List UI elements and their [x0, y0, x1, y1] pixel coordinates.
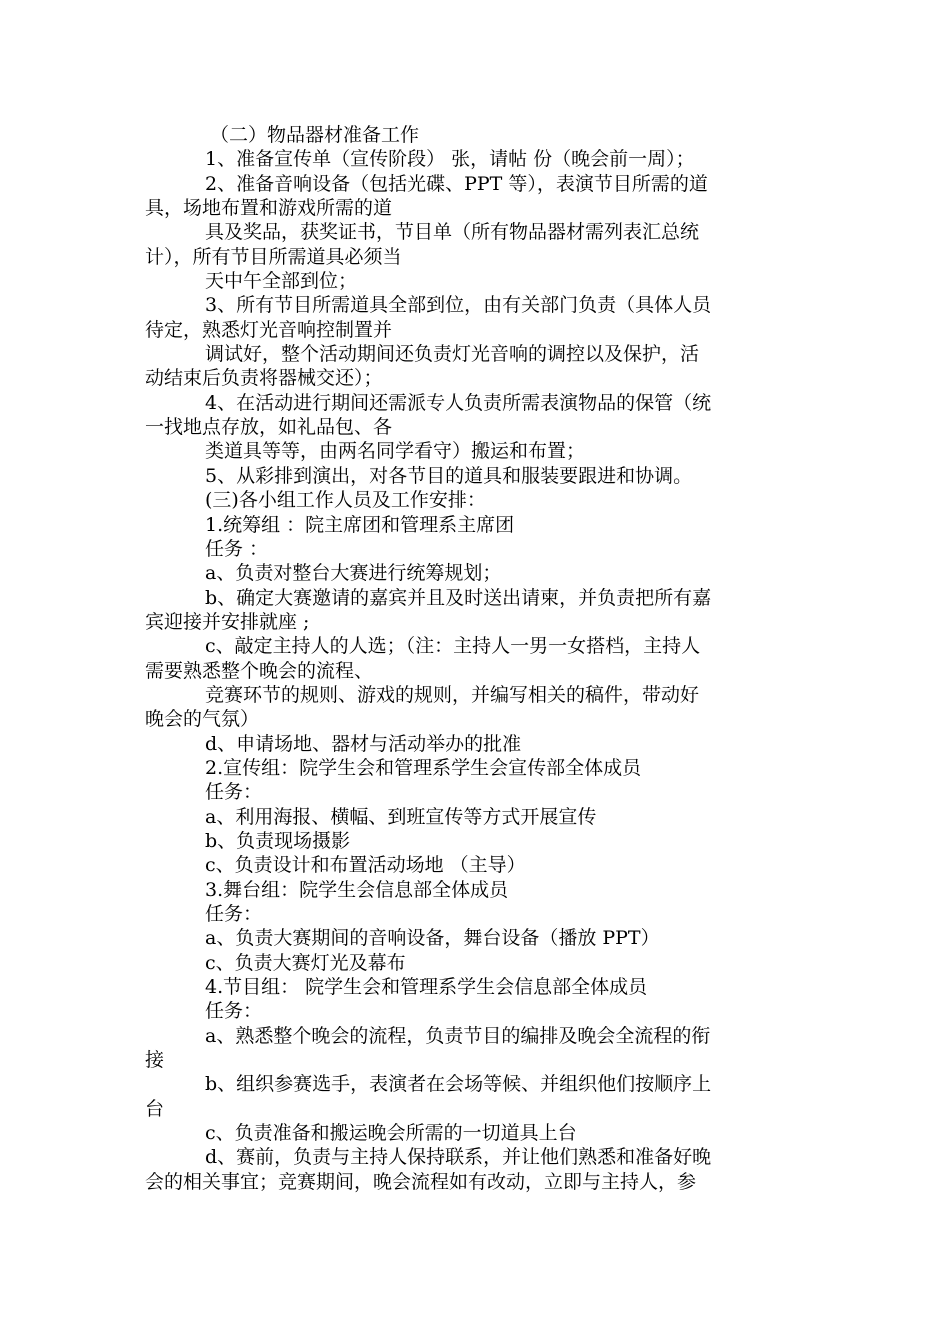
- text-line: 竞赛环节的规则、游戏的规则，并编写相关的稿件，带动好: [205, 683, 700, 706]
- text-line: 宾迎接并安排就座 ;: [145, 610, 310, 633]
- text-line: c、负责设计和布置活动场地 （主导）: [205, 854, 526, 877]
- text-line: b、确定大赛邀请的嘉宾并且及时送出请柬，并负责把所有嘉: [205, 586, 712, 609]
- text-line: 任务：: [205, 903, 263, 925]
- text-line: b、负责现场摄影: [205, 829, 351, 852]
- text-line: 任务：: [205, 1000, 263, 1023]
- text-line: (三)各小组工作人员及工作安排：: [205, 489, 486, 512]
- text-line: 2.宣传组：院学生会和管理系学生会宣传部全体成员: [205, 756, 642, 779]
- text-line: c、负责准备和搬运晚会所需的一切道具上台: [205, 1122, 577, 1145]
- text-line: 一找地点存放，如礼品包、各: [145, 416, 393, 439]
- text-line: 台: [145, 1097, 165, 1120]
- text-line: （二）物品器材准备工作: [210, 124, 420, 146]
- text-line: 3.舞台组：院学生会信息部全体成员: [205, 878, 509, 901]
- text-line: d、申请场地、器材与活动举办的批准: [205, 732, 522, 755]
- text-line: 会的相关事宜；竞赛期间，晚会流程如有改动，立即与主持人，参: [145, 1170, 697, 1193]
- text-line: a、负责大赛期间的音响设备，舞台设备（播放 PPT）: [205, 927, 660, 950]
- text-line: 4、在活动进行期间还需派专人负责所需表演物品的保管（统: [205, 391, 712, 414]
- text-line: 4.节目组： 院学生会和管理系学生会信息部全体成员: [205, 976, 648, 999]
- text-line: 任务：: [205, 781, 263, 804]
- text-line: 1.统筹组 ：院主席团和管理系主席团: [205, 513, 515, 536]
- text-line: c、负责大赛灯光及幕布: [205, 951, 406, 974]
- text-line: b、组织参赛选手，表演者在会场等候、并组织他们按顺序上: [205, 1073, 712, 1096]
- text-line: 具，场地布置和游戏所需的道: [145, 197, 393, 220]
- text-line: 晚会的气氛）: [145, 708, 260, 731]
- text-line: 待定，熟悉灯光音响控制置并: [145, 318, 393, 341]
- text-line: a、负责对整台大赛进行统筹规划；: [205, 562, 502, 585]
- text-line: c、敲定主持人的人选；（注：主持人一男一女搭档，主持人: [205, 635, 701, 658]
- text-line: 2、准备音响设备（包括光碟、PPT 等），表演节目所需的道: [205, 172, 708, 195]
- text-line: 动结束后负责将器械交还）；: [145, 367, 383, 390]
- text-line: 任务 ：: [205, 537, 269, 560]
- text-line: 需要熟悉整个晚会的流程、: [145, 659, 374, 682]
- text-line: a、利用海报、横幅、到班宣传等方式开展宣传: [205, 805, 597, 828]
- text-line: 天中午全部到位；: [205, 270, 358, 293]
- text-line: 5、从彩排到演出，对各节目的道具和服装要跟进和协调。: [205, 464, 693, 487]
- document-body: [145, 123, 805, 1194]
- text-line: 接: [145, 1049, 165, 1072]
- text-line: d、赛前，负责与主持人保持联系，并让他们熟悉和准备好晚: [205, 1146, 712, 1169]
- text-line: 1、准备宣传单（宣传阶段） 张，请帖 份（晚会前一周）；: [205, 148, 695, 171]
- text-line: a、熟悉整个晚会的流程，负责节目的编排及晚会全流程的衔: [205, 1024, 711, 1047]
- text-line: 类道具等等，由两名同学看守）搬运和布置；: [205, 440, 586, 463]
- text-line: 具及奖品，获奖证书，节目单（所有物品器材需列表汇总统: [205, 221, 700, 244]
- text-line: 计），所有节目所需道具必须当: [145, 245, 402, 268]
- text-line: 调试好，整个活动期间还负责灯光音响的调控以及保护，活: [205, 343, 700, 366]
- text-line: 3、所有节目所需道具全部到位，由有关部门负责（具体人员: [205, 294, 712, 317]
